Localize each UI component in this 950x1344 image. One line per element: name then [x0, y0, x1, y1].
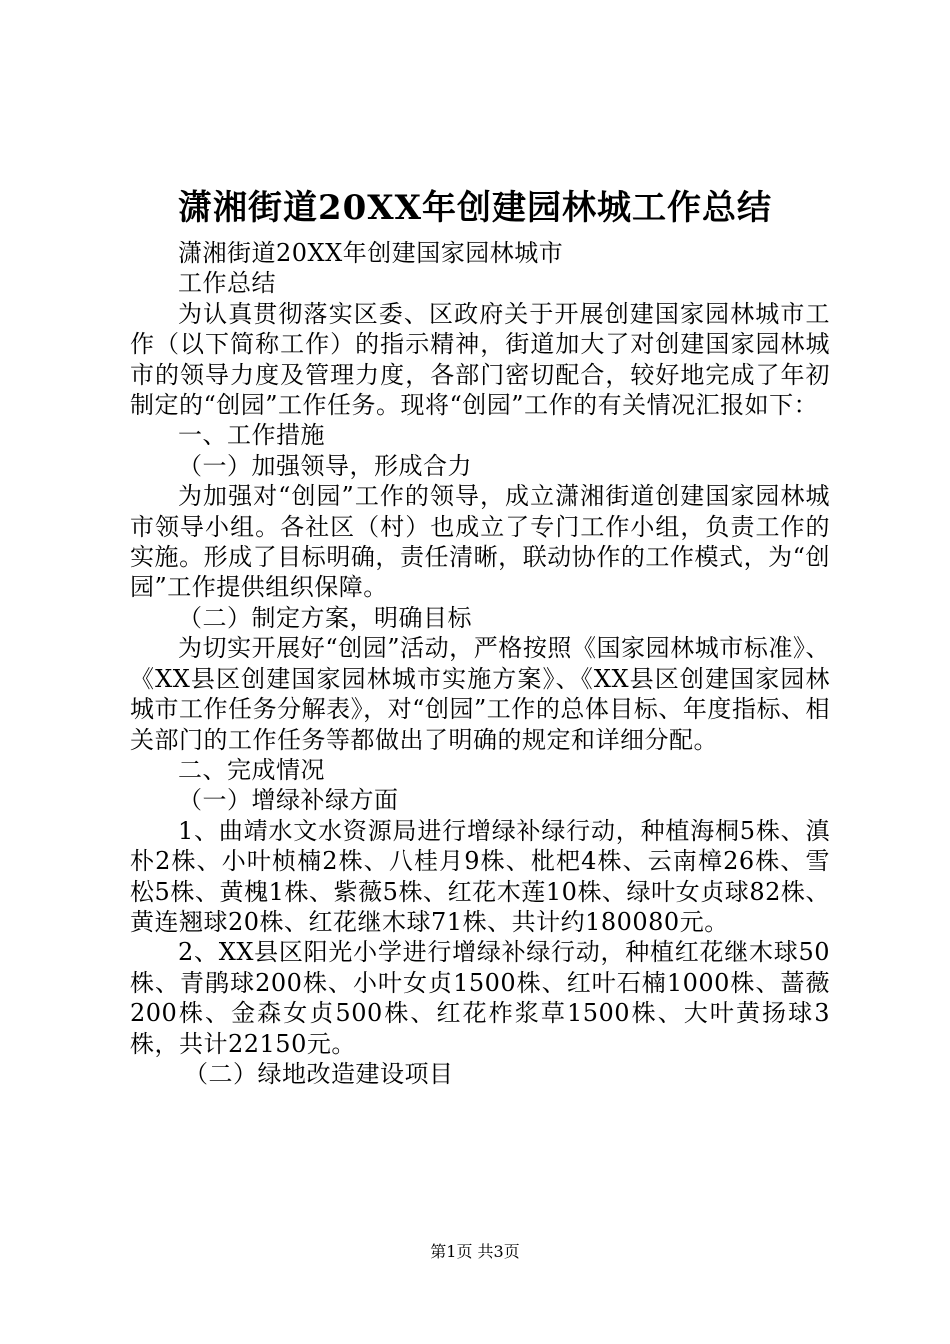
subsection-heading-greening: （一）增绿补绿方面: [178, 786, 399, 815]
subtitle-line-2: 工作总结: [178, 269, 276, 298]
document-title: 潇湘街道20XX年创建园林城工作总结: [177, 188, 773, 228]
greening-item-2: 2、XX县区阳光小学进行增绿补绿行动，种植红花继木球50株、青鹃球200株、小叶女贞1500株、红叶石楠1000株、蔷薇200株、金森女贞500株、红花柞浆草1500株、大叶黄扬球3株，共计22150元。: [130, 938, 830, 1058]
subsection-heading-renovation: （二）绿地改造建设项目: [184, 1059, 454, 1088]
section-heading-completion: 二、完成情况: [178, 755, 325, 784]
greening-item-1: 1、曲靖水文水资源局进行增绿补绿行动，种植海桐5株、滇朴2株、小叶桢楠2株、八桂月9株、枇杷4株、云南樟26株、雪松5株、黄槐1株、紫薇5株、红花木莲10株、绿叶女贞球82株、黄连翘球20株、红花继木球71株、共计约180080元。: [130, 816, 830, 936]
section-heading-measures: 一、工作措施: [178, 421, 325, 450]
intro-paragraph: 为认真贯彻落实区委、区政府关于开展创建国家园林城市工作（以下简称工作）的指示精神，街道加大了对创建国家园林城市的领导力度及管理力度，各部门密切配合，较好地完成了年初制定的“创园”工作任务。现将“创园”工作的有关情况汇报如下：: [130, 299, 830, 420]
plan-paragraph: 为切实开展好“创园”活动，严格按照《国家园林城市标准》、《XX县区创建国家园林城市实施方案》、《XX县区创建国家园林城市工作任务分解表》，对“创园”工作的总体目标、年度指标、相关部门的工作任务等都做出了明确的规定和详细分配。: [130, 634, 830, 754]
subsection-heading-plan: （二）制定方案，明确目标: [178, 603, 472, 632]
subtitle-line-1: 潇湘街道20XX年创建国家园林城市: [178, 239, 564, 267]
page-footer: 第1页 共3页: [430, 1242, 520, 1261]
subsection-heading-leadership: （一）加强领导，形成合力: [178, 451, 472, 480]
leadership-paragraph: 为加强对“创园”工作的领导，成立潇湘街道创建国家园林城市领导小组。各社区（村）也成立了专门工作小组，负责工作的实施。形成了目标明确，责任清晰，联动协作的工作模式，为“创园”工作提供组织保障。: [130, 482, 830, 602]
document-body: [130, 238, 830, 1089]
